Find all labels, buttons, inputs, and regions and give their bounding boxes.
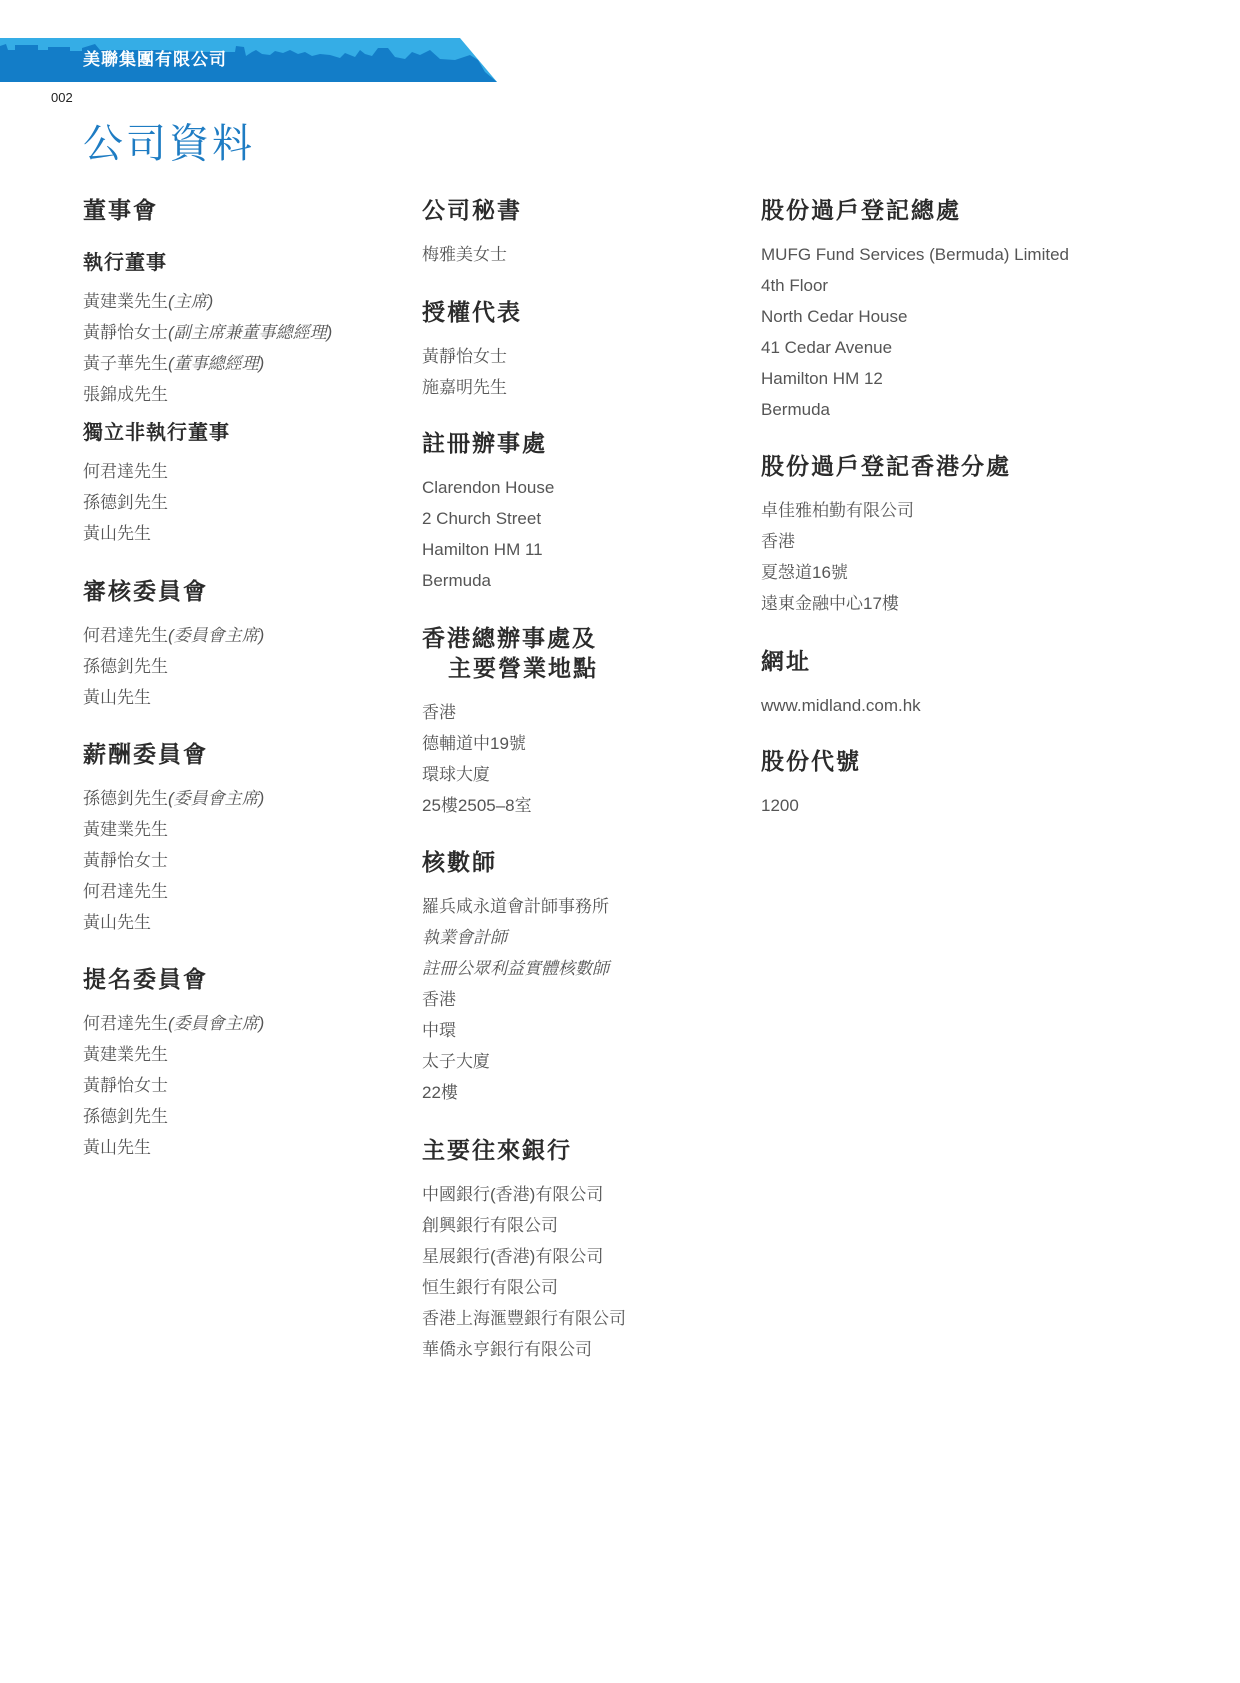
item-note: (委員會主席) bbox=[168, 1014, 265, 1033]
item-text: 何君達先生 bbox=[83, 462, 168, 481]
item-text: 香港 bbox=[761, 532, 795, 551]
list-item bbox=[761, 790, 861, 821]
list-item bbox=[83, 487, 230, 518]
item-text: 黃山先生 bbox=[83, 913, 151, 932]
item-text: 22樓 bbox=[422, 1083, 458, 1102]
list-item bbox=[422, 1210, 626, 1241]
item-text: 黃子華先生 bbox=[83, 354, 168, 373]
section-heading: 香港總辦事處及 bbox=[422, 625, 597, 651]
section-banks bbox=[422, 1135, 626, 1365]
item-text: 黃山先生 bbox=[83, 1138, 151, 1157]
item-text: 夏愨道16號 bbox=[761, 563, 848, 582]
item-text: 孫德釗先生 bbox=[83, 493, 168, 512]
list-item bbox=[83, 682, 264, 713]
section-auditor bbox=[422, 847, 609, 1108]
list-item bbox=[761, 301, 1069, 332]
section-heading: 股份代號 bbox=[761, 748, 861, 774]
item-text: Bermuda bbox=[761, 400, 830, 419]
list-item bbox=[83, 814, 264, 845]
section-heading: 提名委員會 bbox=[83, 966, 208, 992]
item-note: (副主席兼董事總經理) bbox=[168, 323, 333, 342]
section-heading: 核數師 bbox=[422, 849, 497, 875]
list-item bbox=[761, 526, 1011, 557]
list-item bbox=[761, 557, 1011, 588]
section-hk-office bbox=[422, 623, 598, 821]
list-item bbox=[422, 984, 609, 1015]
item-text: 香港上海滙豐銀行有限公司 bbox=[422, 1309, 626, 1328]
item-note: (董事總經理) bbox=[168, 354, 265, 373]
item-text: 何君達先生 bbox=[83, 1014, 168, 1033]
item-text: 41 Cedar Avenue bbox=[761, 338, 893, 357]
item-text: Clarendon House bbox=[422, 478, 555, 497]
section-ind-directors bbox=[83, 418, 230, 549]
company-name: 美聯集團有限公司 bbox=[83, 50, 227, 69]
section-items bbox=[422, 341, 522, 403]
section-heading: 股份過戶登記香港分處 bbox=[761, 453, 1011, 479]
section-items bbox=[83, 456, 230, 549]
list-item bbox=[761, 495, 1011, 526]
section-items bbox=[83, 286, 332, 410]
item-text: 恒生銀行有限公司 bbox=[422, 1278, 558, 1297]
list-item bbox=[761, 239, 1069, 270]
item-text: 1200 bbox=[761, 796, 799, 815]
section-items bbox=[761, 495, 1011, 619]
item-text: 2 Church Street bbox=[422, 509, 542, 528]
item-text: 中環 bbox=[422, 1021, 456, 1040]
section-heading: 獨立非執行董事 bbox=[83, 422, 230, 444]
list-item bbox=[422, 1077, 609, 1108]
section-auth-rep bbox=[422, 297, 522, 403]
list-item bbox=[83, 845, 264, 876]
item-text: 何君達先生 bbox=[83, 626, 168, 645]
item-text: 太子大廈 bbox=[422, 1052, 490, 1071]
list-item bbox=[422, 372, 522, 403]
item-text: 25樓2505–8室 bbox=[422, 796, 532, 815]
item-text: 遠東金融中心17樓 bbox=[761, 594, 899, 613]
list-item bbox=[422, 534, 554, 565]
section-items bbox=[761, 790, 861, 821]
item-text: 黃山先生 bbox=[83, 524, 151, 543]
page-title: 公司資料 bbox=[83, 122, 255, 166]
list-item bbox=[83, 651, 264, 682]
section-heading: 薪酬委員會 bbox=[83, 741, 208, 767]
list-item bbox=[83, 1070, 264, 1101]
item-text: 梅雅美女士 bbox=[422, 245, 507, 264]
item-note: (委員會主席) bbox=[168, 626, 265, 645]
item-text: 何君達先生 bbox=[83, 882, 168, 901]
list-item bbox=[83, 518, 230, 549]
section-secretary bbox=[422, 195, 522, 270]
item-text: Bermuda bbox=[422, 571, 491, 590]
section-heading-line2: 主要營業地點 bbox=[448, 655, 598, 681]
item-text: MUFG Fund Services (Bermuda) Limited bbox=[761, 245, 1069, 264]
section-nomination bbox=[83, 964, 264, 1163]
item-text: 黃建業先生 bbox=[83, 292, 168, 311]
item-text: 孫德釗先生 bbox=[83, 789, 168, 808]
item-text: 孫德釗先生 bbox=[83, 1107, 168, 1126]
skyline-banner bbox=[0, 38, 500, 82]
section-exec-directors bbox=[83, 248, 332, 410]
list-item bbox=[422, 472, 554, 503]
list-item bbox=[761, 690, 921, 721]
section-remuneration bbox=[83, 739, 264, 938]
list-item bbox=[83, 907, 264, 938]
list-item bbox=[422, 1303, 626, 1334]
section-items bbox=[422, 1179, 626, 1365]
section-items bbox=[761, 239, 1069, 425]
item-text: 孫德釗先生 bbox=[83, 657, 168, 676]
item-note: 執業會計師 bbox=[422, 928, 507, 947]
list-item bbox=[422, 1334, 626, 1365]
item-text: 羅兵咸永道會計師事務所 bbox=[422, 897, 609, 916]
section-items bbox=[83, 1008, 264, 1163]
list-item bbox=[83, 1132, 264, 1163]
list-item bbox=[422, 1046, 609, 1077]
list-item bbox=[83, 348, 332, 379]
item-text: Hamilton HM 12 bbox=[761, 369, 883, 388]
item-note: 註冊公眾利益實體核數師 bbox=[422, 959, 609, 978]
list-item bbox=[83, 379, 332, 410]
item-text: www.midland.com.hk bbox=[761, 696, 921, 715]
item-text: 黃靜怡女士 bbox=[83, 323, 168, 342]
section-hk-registrar bbox=[761, 451, 1011, 619]
item-text: 黃山先生 bbox=[83, 688, 151, 707]
list-item bbox=[422, 728, 598, 759]
page-number: 002 bbox=[51, 90, 73, 105]
section-heading: 主要往來銀行 bbox=[422, 1137, 572, 1163]
list-item bbox=[83, 783, 264, 814]
list-item bbox=[83, 1101, 264, 1132]
list-item bbox=[422, 891, 609, 922]
item-text: 星展銀行(香港)有限公司 bbox=[422, 1247, 604, 1266]
item-text: 環球大廈 bbox=[422, 765, 490, 784]
section-items bbox=[83, 620, 264, 713]
section-website bbox=[761, 646, 921, 721]
list-item bbox=[83, 1039, 264, 1070]
list-item bbox=[422, 759, 598, 790]
item-text: 黃建業先生 bbox=[83, 820, 168, 839]
section-board bbox=[83, 195, 158, 239]
item-text: 創興銀行有限公司 bbox=[422, 1216, 558, 1235]
section-heading: 網址 bbox=[761, 648, 811, 674]
list-item bbox=[83, 620, 264, 651]
item-text: 華僑永亨銀行有限公司 bbox=[422, 1340, 592, 1359]
item-text: 黃建業先生 bbox=[83, 1045, 168, 1064]
section-heading: 執行董事 bbox=[83, 252, 167, 274]
item-text: 黃靜怡女士 bbox=[83, 1076, 168, 1095]
item-text: 張錦成先生 bbox=[83, 385, 168, 404]
section-items bbox=[761, 690, 921, 721]
list-item bbox=[761, 270, 1069, 301]
item-note: (主席) bbox=[168, 292, 214, 311]
list-item bbox=[83, 317, 332, 348]
item-text: 黃靜怡女士 bbox=[83, 851, 168, 870]
list-item bbox=[761, 363, 1069, 394]
list-item bbox=[422, 1015, 609, 1046]
section-heading: 審核委員會 bbox=[83, 578, 208, 604]
item-text: 黃靜怡女士 bbox=[422, 347, 507, 366]
item-text: North Cedar House bbox=[761, 307, 908, 326]
list-item bbox=[422, 1241, 626, 1272]
section-heading: 授權代表 bbox=[422, 299, 522, 325]
list-item bbox=[761, 332, 1069, 363]
list-item bbox=[422, 565, 554, 596]
item-text: 卓佳雅柏勤有限公司 bbox=[761, 501, 914, 520]
section-items bbox=[422, 697, 598, 821]
section-items bbox=[422, 239, 522, 270]
list-item bbox=[83, 1008, 264, 1039]
section-heading: 註冊辦事處 bbox=[422, 430, 547, 456]
section-registered-office bbox=[422, 428, 554, 596]
section-stock-code bbox=[761, 746, 861, 821]
list-item bbox=[761, 394, 1069, 425]
list-item bbox=[422, 341, 522, 372]
list-item bbox=[422, 503, 554, 534]
section-heading: 股份過戶登記總處 bbox=[761, 197, 961, 223]
item-text: 施嘉明先生 bbox=[422, 378, 507, 397]
section-items bbox=[422, 472, 554, 596]
list-item bbox=[83, 456, 230, 487]
list-item bbox=[422, 239, 522, 270]
section-principal-registrar bbox=[761, 195, 1069, 425]
item-text: 香港 bbox=[422, 703, 456, 722]
list-item bbox=[422, 922, 609, 953]
section-items bbox=[422, 891, 609, 1108]
item-text: 德輔道中19號 bbox=[422, 734, 526, 753]
list-item bbox=[422, 1179, 626, 1210]
list-item bbox=[422, 790, 598, 821]
item-text: 中國銀行(香港)有限公司 bbox=[422, 1185, 604, 1204]
item-text: Hamilton HM 11 bbox=[422, 540, 543, 559]
list-item bbox=[422, 953, 609, 984]
section-items bbox=[83, 783, 264, 938]
section-audit bbox=[83, 576, 264, 713]
item-note: (委員會主席) bbox=[168, 789, 265, 808]
list-item bbox=[83, 876, 264, 907]
list-item bbox=[761, 588, 1011, 619]
section-heading: 董事會 bbox=[83, 197, 158, 223]
list-item bbox=[422, 697, 598, 728]
list-item bbox=[422, 1272, 626, 1303]
item-text: 香港 bbox=[422, 990, 456, 1009]
section-heading: 公司秘書 bbox=[422, 197, 522, 223]
list-item bbox=[83, 286, 332, 317]
item-text: 4th Floor bbox=[761, 276, 829, 295]
